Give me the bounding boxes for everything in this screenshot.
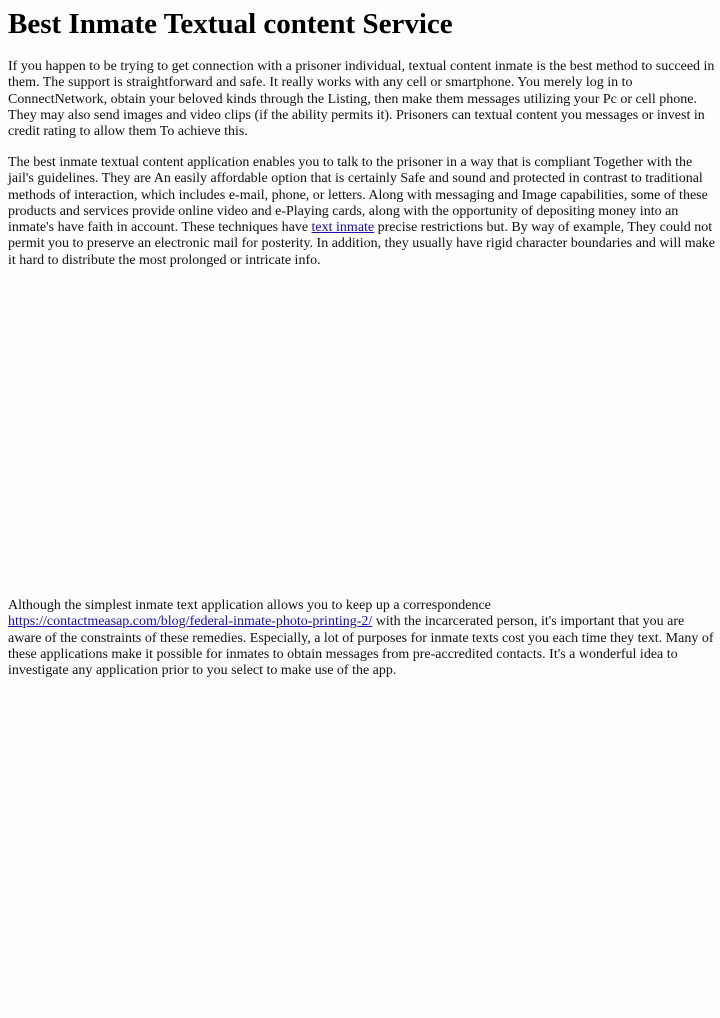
paragraph-text-segment: precise restrictions but. By way of example, They could not permit you to preserve an electronic mail for posterity. In addition, they usually have rigid character boundaries and will make it hard to distribute the most prolonged or intricate info.: [8, 220, 716, 268]
contactmeasap-url-link[interactable]: https://contactmeasap.com/blog/federal-inmate-photo-printing-2/: [8, 614, 373, 630]
page-title: Best Inmate Textual content Service: [8, 8, 453, 40]
text-inmate-link[interactable]: text inmate: [311, 220, 375, 236]
paragraph-intro: If you happen to be trying to get connection with a prisoner individual, textual content inmate is the best method to succeed in them. The support is straightforward and safe. It really works with any cell or smartphone. You merely log in to ConnectNetwork, obtain your beloved kinds through the Listing, then make them messages utilizing your Pc or cell phone. They may also send images and video clips (if the ability permits it). Prisoners can textual content you messages or invest in credit rating to allow them To achieve this.: [8, 59, 715, 140]
paragraph-text-segment: with the incarcerated person, it's important that you are aware of the constraints of these remedies. Especially, a lot of purposes for inmate texts cost you each time they text. Many of these applications make it possible for inmates to obtain messages from pre-accredited contacts. It's a wonderful idea to investigate any application prior to you select to make use of the app.: [8, 614, 714, 679]
empty-content-area: [8, 290, 712, 580]
paragraph-text-segment: The best inmate textual content application enables you to talk to the prisoner in a way that is compliant Together with the jail's guidelines. They are An easily affordable option that is certainly Safe and sound and protected in contrast to traditional methods of interaction, which includes e-mail, phone, or letters. Along with messaging and Image capabilities, some of these products and services provide online video and e-Playing cards, along with the opportunity of depositing money into an inmate's have faith in account. These techniques have: [8, 155, 708, 236]
paragraph-app-overview: [8, 155, 716, 269]
paragraph-text-segment: Although the simplest inmate text application allows you to keep up a correspondence: [8, 598, 491, 613]
paragraph-constraints: [8, 598, 716, 679]
